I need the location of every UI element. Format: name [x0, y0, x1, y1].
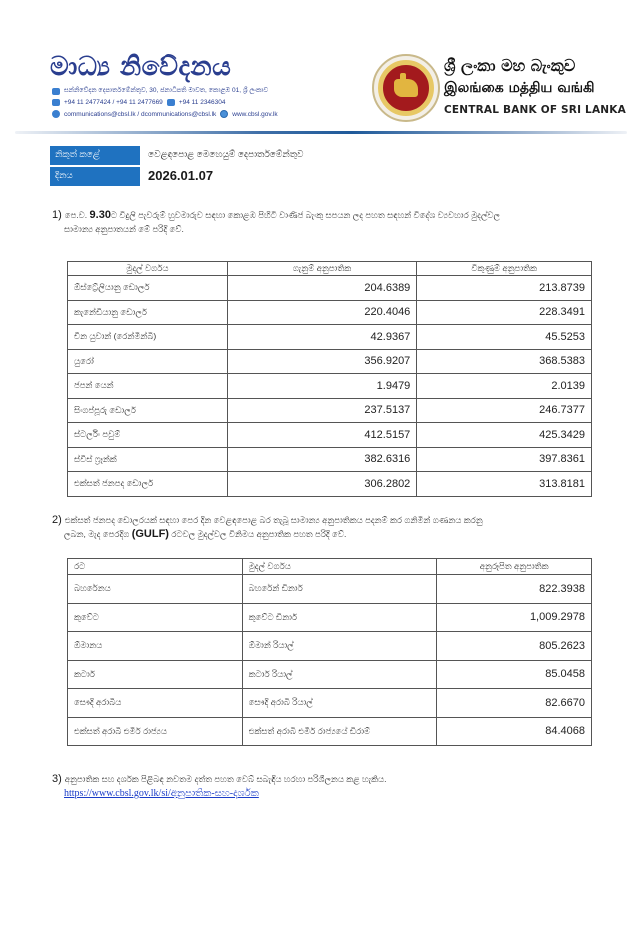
header-country: රට: [68, 559, 243, 575]
currency-name: ඕමාන් රියාල්: [242, 632, 437, 661]
table-row: [68, 325, 592, 350]
section-2-paragraph: [52, 513, 597, 541]
header-indicative-rate: අනුරූපිත අනුපාතික: [437, 559, 592, 575]
header-divider: [15, 131, 627, 134]
address-line: [52, 87, 268, 95]
currency-name: කුවේට ඩිනාර්: [242, 603, 437, 632]
bank-name-sinhala: ශ්‍රී ලංකා මහ බැංකුව: [444, 56, 576, 75]
bank-name-block: [444, 56, 626, 116]
selling-rate: 425.3429: [417, 423, 592, 448]
buying-rate: 412.5157: [227, 423, 417, 448]
header-currency: මුදල් වර්ගය: [242, 559, 437, 575]
currency-name: එක්සත් ජනපද ඩොලර්: [68, 472, 228, 497]
currency-name: සෞදි අරාබි රියාල්: [242, 689, 437, 718]
table-header-row: [68, 262, 592, 276]
table-row: [68, 632, 592, 661]
table-row: [68, 349, 592, 374]
indicative-rate: 1,009.2978: [437, 603, 592, 632]
email-text[interactable]: communications@cbsl.lk / dcommunications@cbsl.lk: [64, 110, 217, 118]
fax-icon: [167, 99, 175, 106]
fax-text: +94 11 2346304: [178, 99, 226, 106]
selling-rate: 45.5253: [417, 325, 592, 350]
section-1-text: ට විදුලි පැවරුම් හුවමාරුව සඳහා කොළඹ පිහිටි වාණිජ බැංකු සපයන ලද පහත සඳහන් විදේශ ව්‍යවහාර මුදල්වල: [110, 210, 501, 220]
section-2-text-line2-suffix: රටවල මුදල්වල විනිමය අනුපාතික පහත පරිදි වේ.: [168, 529, 347, 539]
currency-name: බහරේන් ඩිනාර්: [242, 575, 437, 604]
currency-name: එක්සත් අරාබි එමීර් රාජ්‍යයේ ඩිරාම්: [242, 717, 437, 746]
address-text: සන්නිවේදන දෙපාර්තමේන්තුව, 30, ජනාධිපති මාවත, කොළඹ 01, ශ්‍රී ලංකාව: [64, 87, 269, 94]
country-name: ඕමානය: [68, 632, 243, 661]
country-name: කටාර්: [68, 660, 243, 689]
table-row: [68, 472, 592, 497]
table-row: [68, 300, 592, 325]
date-row: [50, 167, 311, 186]
section-1-time: 9.30: [89, 209, 111, 221]
header-currency: මුදල් වර්ගය: [68, 262, 228, 276]
currency-name: ස්විස් ෆ්‍රෑන්ක්: [68, 447, 228, 472]
currency-name: ස්ටර්ලිං පවුම්: [68, 423, 228, 448]
table-header-row: [68, 559, 592, 575]
mail-icon: [52, 88, 60, 95]
section-1-text-line2: සාමාන්‍ය අනුපාතයන් මේ පරිදි වේ.: [64, 224, 184, 234]
phone-icon: [52, 99, 60, 106]
table-row: [68, 276, 592, 301]
table-row: [68, 423, 592, 448]
selling-rate: 397.8361: [417, 447, 592, 472]
currency-name: යුරෝ: [68, 349, 228, 374]
info-box: [50, 146, 311, 188]
bank-name-tamil: இலங்கை மத்திய வங்கி: [444, 80, 595, 96]
currency-name: කැනේඩියානු ඩොලර්: [68, 300, 228, 325]
currency-name: සිංගප්පූරු ඩොලර්: [68, 398, 228, 423]
gulf-rates-table: [67, 558, 592, 746]
exchange-rates-table: [67, 261, 592, 497]
bank-name-english: CENTRAL BANK OF SRI LANKA: [444, 104, 626, 116]
table-row: [68, 447, 592, 472]
website-text[interactable]: www.cbsl.gov.lk: [232, 110, 278, 118]
cbsl-seal-logo: [372, 54, 440, 122]
gulf-label: (GULF): [131, 528, 169, 540]
issued-by-label: නිකුත් කළේ: [50, 146, 140, 165]
indicative-rate: 822.3938: [437, 575, 592, 604]
country-name: සෞදි අරාබිය: [68, 689, 243, 718]
section-1-paragraph: [52, 208, 597, 236]
phone-text: +94 11 2477424 / +94 11 2477669: [64, 99, 163, 106]
section-1-text-prefix: පෙ.ව.: [64, 210, 90, 220]
issued-by-value: වෙළඳපොළ මෙහෙයුම් දෙපාර්තමේන්තුව: [148, 149, 304, 159]
header-selling-rate: විකුණුම් අනුපාතික: [417, 262, 592, 276]
section-3-number: 3): [52, 773, 62, 785]
buying-rate: 237.5137: [227, 398, 417, 423]
indicative-rate: 85.0458: [437, 660, 592, 689]
phone-line: [52, 99, 226, 106]
section-3-text: අනුපාතික සහ දර්ශක පිළිබඳ නවතම දත්ත පහත වෙබ් සබැඳිය හරහා පරිශීලනය කළ හැකිය.: [64, 774, 387, 784]
table-row: [68, 717, 592, 746]
selling-rate: 246.7377: [417, 398, 592, 423]
table-row: [68, 374, 592, 399]
press-release-title: මාධ්‍ය නිවේදනය: [50, 52, 232, 82]
buying-rate: 42.9367: [227, 325, 417, 350]
table-row: [68, 660, 592, 689]
country-name: කුවේට: [68, 603, 243, 632]
selling-rate: 2.0139: [417, 374, 592, 399]
issued-by-row: [50, 146, 311, 165]
globe-icon: [220, 110, 228, 118]
header-buying-rate: ගැනුම් අනුපාතික: [227, 262, 417, 276]
section-2-number: 2): [52, 514, 62, 526]
currency-name: ඕස්ට්‍රේලියානු ඩොලර්: [68, 276, 228, 301]
currency-name: කටාර් රියාල්: [242, 660, 437, 689]
buying-rate: 356.9207: [227, 349, 417, 374]
section-1-number: 1): [52, 209, 62, 221]
letterhead: [0, 0, 640, 135]
buying-rate: 220.4046: [227, 300, 417, 325]
selling-rate: 313.8181: [417, 472, 592, 497]
table-row: [68, 603, 592, 632]
buying-rate: 204.6389: [227, 276, 417, 301]
table-row: [68, 575, 592, 604]
table-row: [68, 689, 592, 718]
country-name: බහරේනය: [68, 575, 243, 604]
section-2-text-line1: එක්සත් ජනපද ඩොලරයක් සඳහා පෙර දින වෙළඳපොළ බර තැබූ සාමාන්‍ය අනුපාතිකය පදනම් කර ගනිමින් ගණනය කරනු: [64, 515, 483, 525]
country-name: එක්සත් අරාබි එමීර් රාජ්‍යය: [68, 717, 243, 746]
lion-icon: [394, 79, 418, 97]
section-3-paragraph: [52, 772, 597, 801]
selling-rate: 368.5383: [417, 349, 592, 374]
buying-rate: 306.2802: [227, 472, 417, 497]
indicative-rate: 805.2623: [437, 632, 592, 661]
buying-rate: 1.9479: [227, 374, 417, 399]
indicative-rate: 84.4068: [437, 717, 592, 746]
currency-name: ජපන් යෙන්: [68, 374, 228, 399]
indicative-rate: 82.6670: [437, 689, 592, 718]
selling-rate: 228.3491: [417, 300, 592, 325]
table-row: [68, 398, 592, 423]
date-label: දිනය: [50, 167, 140, 186]
seal-inner-ring: [378, 60, 434, 116]
rates-indices-link[interactable]: https://www.cbsl.gov.lk/si/අනුපාතික-සහ-දර්ශක: [64, 788, 259, 799]
email-icon: [52, 110, 60, 118]
selling-rate: 213.8739: [417, 276, 592, 301]
currency-name: චීන යුවාන් (රෙන්මින්බි): [68, 325, 228, 350]
buying-rate: 382.6316: [227, 447, 417, 472]
date-value: 2026.01.07: [148, 168, 214, 183]
section-2-text-line2-prefix: ලබන, මැද පෙරදිග: [64, 529, 132, 539]
email-line: [52, 110, 278, 118]
